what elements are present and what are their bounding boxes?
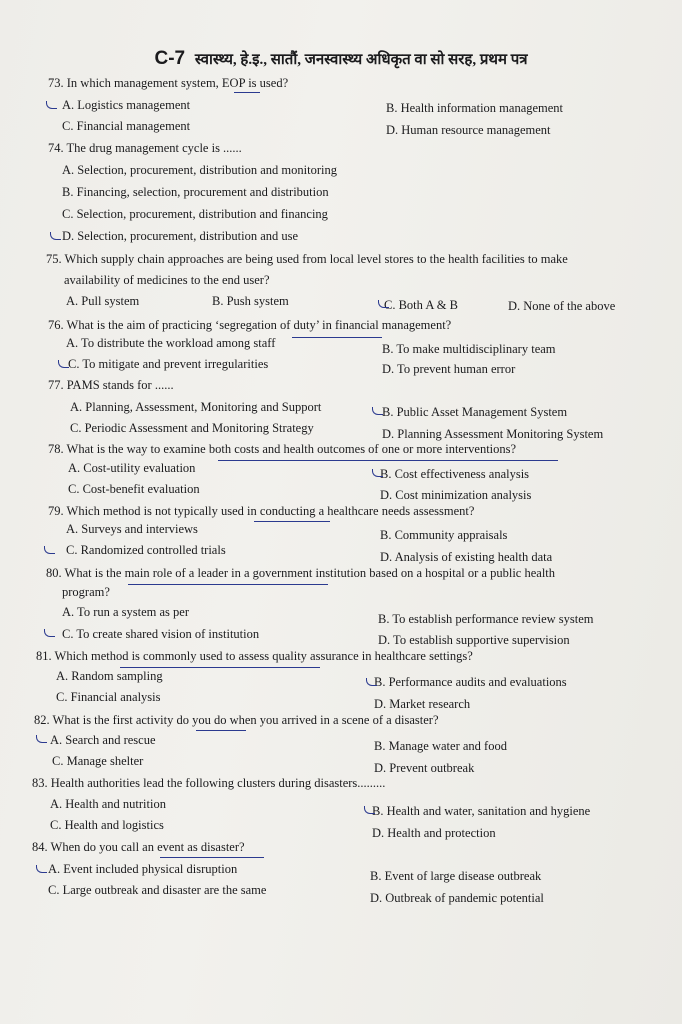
question-83: 83. Health authorities lead the following clusters during disasters......... [32, 776, 386, 790]
q75-option-a: A. Pull system [66, 294, 140, 308]
q83-option-c: C. Health and logistics [50, 818, 164, 832]
q79-option-b: B. Community appraisals [380, 528, 508, 542]
q84-option-b: B. Event of large disease outbreak [370, 869, 542, 883]
q77-option-c: C. Periodic Assessment and Monitoring Strategy [70, 421, 314, 435]
question-84: 84. When do you call an event as disaster? [32, 840, 245, 854]
pen-mark-q77 [372, 407, 383, 415]
q82-option-c: C. Manage shelter [52, 754, 144, 768]
pen-underline-first-activity [196, 730, 246, 731]
pen-underline-segregation [292, 337, 382, 338]
q80-option-a: A. To run a system as per [62, 605, 189, 619]
question-80: 80. What is the main role of a leader in a government institution based on a hospital or a public health [46, 566, 556, 580]
q81-option-a: A. Random sampling [56, 669, 163, 683]
q75-option-d: D. None of the above [508, 299, 616, 313]
q84-option-c: C. Large outbreak and disaster are the same [48, 883, 267, 897]
paper-code: C-7 [154, 48, 186, 69]
pen-mark-q81 [366, 678, 377, 686]
q81-option-d: D. Market research [374, 697, 471, 711]
pen-underline-not-typically [254, 521, 330, 522]
q79-option-a: A. Surveys and interviews [66, 522, 198, 536]
question-75: 75. Which supply chain approaches are being used from local level stores to the health facilities to make [46, 252, 568, 266]
q78-option-d: D. Cost minimization analysis [380, 488, 532, 502]
q74-option-b: B. Financing, selection, procurement and distribution [62, 185, 329, 199]
q84-option-a: A. Event included physical disruption [48, 862, 238, 876]
q74-option-a: A. Selection, procurement, distribution and monitoring [62, 163, 337, 177]
q76-option-a: A. To distribute the workload among staff [66, 336, 276, 350]
q83-option-b: B. Health and water, sanitation and hygiene [372, 804, 591, 818]
pen-underline-q78 [218, 460, 558, 461]
question-75-cont: availability of medicines to the end user? [64, 273, 270, 287]
q83-option-a: A. Health and nutrition [50, 797, 166, 811]
q75-option-c: C. Both A & B [384, 298, 458, 312]
q77-option-d: D. Planning Assessment Monitoring System [382, 427, 604, 441]
q80-option-b: B. To establish performance review system [378, 612, 594, 626]
pen-underline-q81 [120, 667, 320, 668]
pen-mark-q84 [36, 865, 47, 873]
question-76: 76. What is the aim of practicing ‘segregation of duty’ in financial management? [48, 318, 452, 332]
q74-option-c: C. Selection, procurement, distribution and financing [62, 207, 328, 221]
pen-mark-q83 [364, 806, 375, 814]
q81-option-b: B. Performance audits and evaluations [374, 675, 567, 689]
q76-option-c: C. To mitigate and prevent irregularities [68, 357, 269, 371]
pen-underline-eop [234, 92, 260, 93]
q73-option-c: C. Financial management [62, 119, 191, 133]
q77-option-a: A. Planning, Assessment, Monitoring and Support [70, 400, 322, 414]
question-78: 78. What is the way to examine both costs and health outcomes of one or more interventions? [48, 442, 517, 456]
question-82: 82. What is the first activity do you do when you arrived in a scene of a disaster? [34, 713, 439, 727]
q82-option-b: B. Manage water and food [374, 739, 507, 753]
paper-title: स्वास्थ्य, हे.इ., सातौं, जनस्वास्थ्य अधिकृत वा सो सरह, प्रथम पत्र [194, 52, 528, 68]
pen-mark-q79 [44, 546, 55, 554]
question-81: 81. Which method is commonly used to assess quality assurance in healthcare settings? [36, 649, 473, 663]
q82-option-d: D. Prevent outbreak [374, 761, 475, 775]
q79-option-c: C. Randomized controlled trials [66, 543, 226, 557]
pen-mark-q75 [378, 300, 389, 308]
q77-option-b: B. Public Asset Management System [382, 405, 568, 419]
q74-option-d: D. Selection, procurement, distribution and use [62, 229, 299, 243]
q78-option-c: C. Cost-benefit evaluation [68, 482, 200, 496]
q78-option-a: A. Cost-utility evaluation [68, 461, 196, 475]
question-80-cont: program? [62, 585, 110, 599]
question-77: 77. PAMS stands for ...... [48, 378, 174, 392]
q76-option-b: B. To make multidisciplinary team [382, 342, 556, 356]
q82-option-a: A. Search and rescue [50, 733, 156, 747]
q73-option-a: A. Logistics management [62, 98, 191, 112]
q78-option-b: B. Cost effectiveness analysis [380, 467, 530, 481]
pen-underline-q84 [160, 857, 264, 858]
page-header [0, 48, 682, 70]
q80-option-d: D. To establish supportive supervision [378, 633, 570, 647]
q73-option-b: B. Health information management [386, 101, 564, 115]
q80-option-c: C. To create shared vision of institution [62, 627, 260, 641]
pen-mark-q76 [58, 360, 69, 368]
question-73: 73. In which management system, EOP is used? [48, 76, 289, 90]
pen-mark-q82 [36, 735, 47, 743]
q76-option-d: D. To prevent human error [382, 362, 516, 376]
question-74: 74. The drug management cycle is ...... [48, 141, 242, 155]
pen-mark-q73 [46, 101, 57, 109]
pen-mark-q78 [372, 469, 383, 477]
pen-mark-q74 [50, 232, 61, 240]
q73-option-d: D. Human resource management [386, 123, 551, 137]
pen-mark-q80 [44, 629, 55, 637]
q75-option-b: B. Push system [212, 294, 289, 308]
q83-option-d: D. Health and protection [372, 826, 496, 840]
q81-option-c: C. Financial analysis [56, 690, 161, 704]
question-79: 79. Which method is not typically used in conducting a healthcare needs assessment? [48, 504, 475, 518]
q79-option-d: D. Analysis of existing health data [380, 550, 553, 564]
q84-option-d: D. Outbreak of pandemic potential [370, 891, 544, 905]
pen-underline-q80 [128, 584, 328, 585]
